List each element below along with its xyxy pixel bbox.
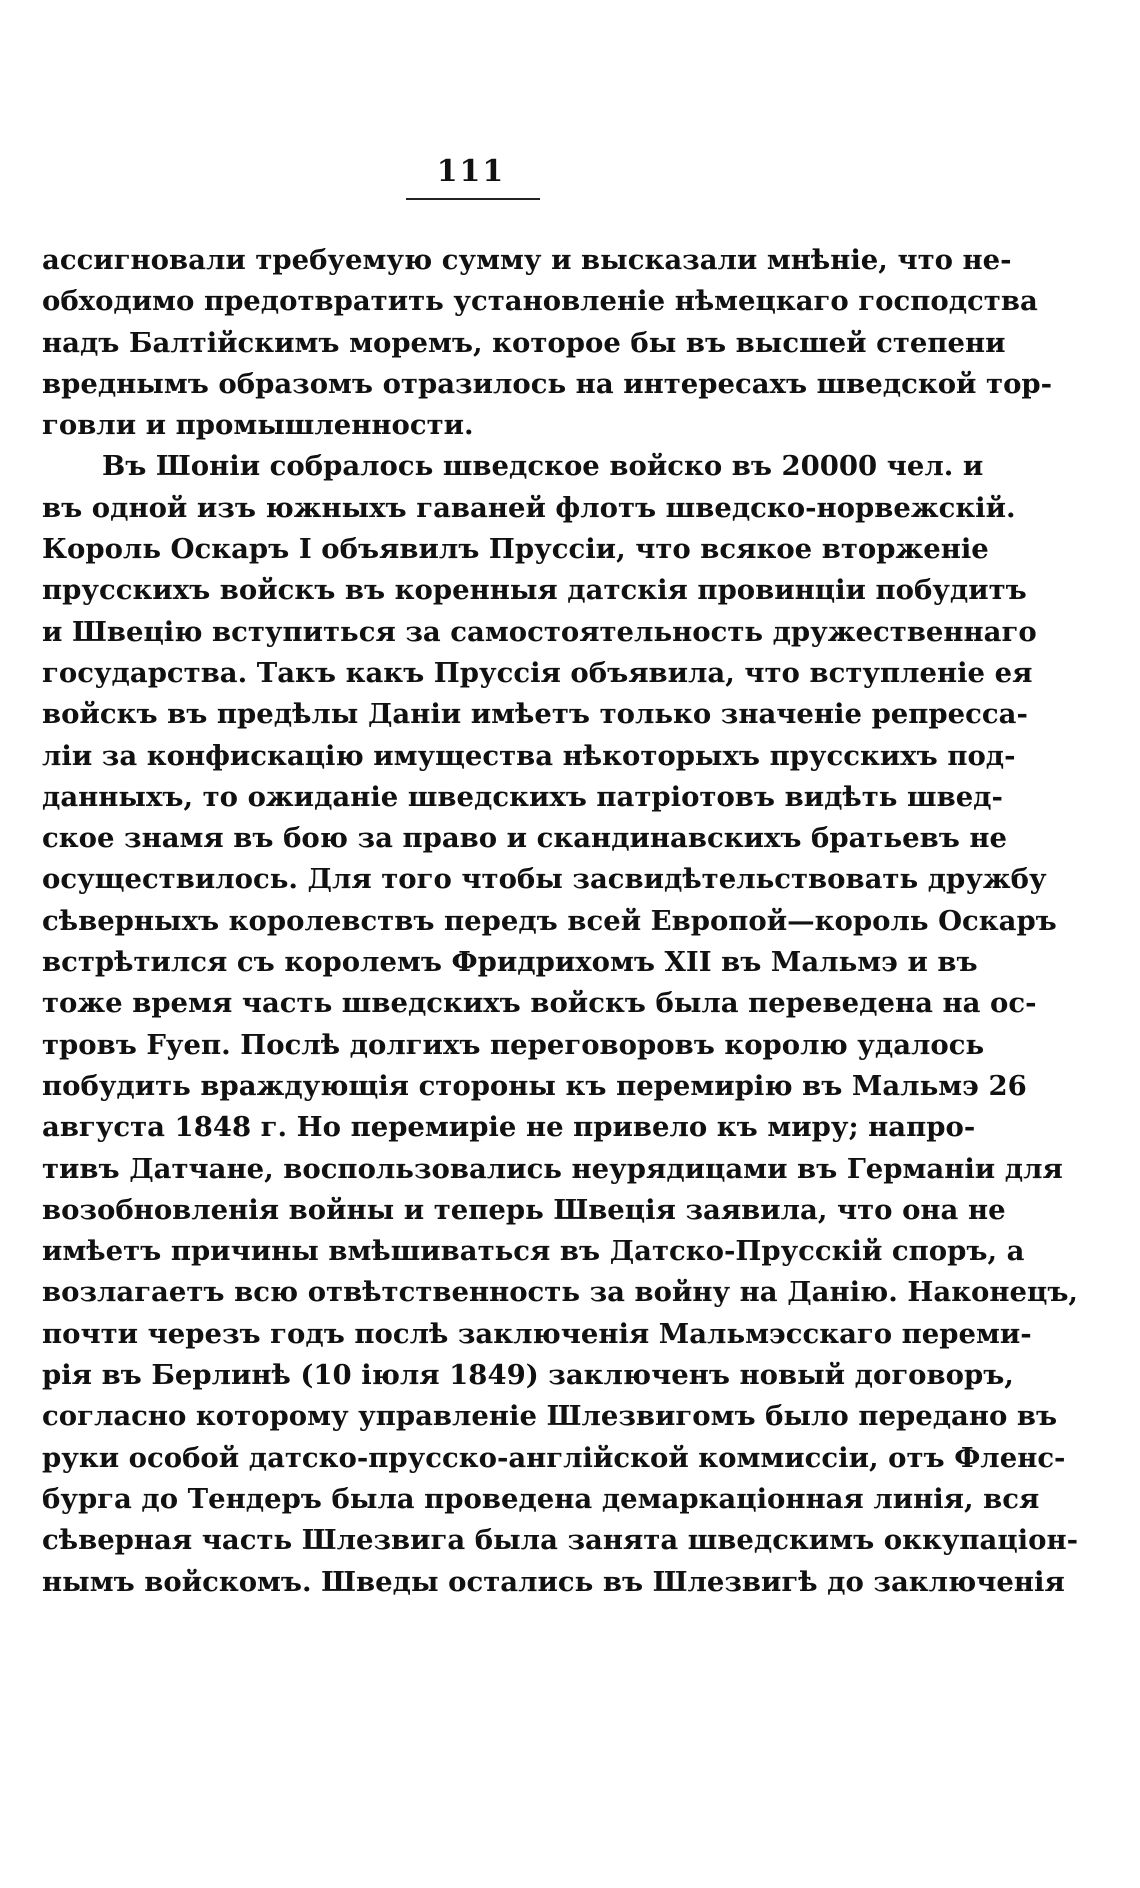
- text-line: рія въ Берлинѣ (10 іюля 1849) заключенъ новый договоръ,: [42, 1359, 1014, 1392]
- page-number: 111: [436, 154, 506, 189]
- text-line: тровъ Fуеп. Послѣ долгихъ переговоровъ королю удалось: [42, 1028, 985, 1061]
- text-line: данныхъ, то ожиданіе шведскихъ патріотовъ видѣть швед-: [42, 780, 1003, 813]
- page-number-rule: [406, 198, 540, 200]
- text-line: вреднымъ образомъ отразилось на интересахъ шведской тор-: [42, 367, 1053, 400]
- body-text: [42, 240, 1079, 1603]
- text-line: въ одной изъ южныхъ гаваней флотъ шведско-норвежскій.: [42, 491, 1016, 524]
- text-line: обходимо предотвратить установленіе нѣмецкаго господства: [42, 285, 1038, 318]
- text-line: сѣверныхъ королевствъ передъ всей Европой—король Оскаръ: [42, 904, 1057, 937]
- text-line: надъ Балтійскимъ моремъ, которое бы въ высшей степени: [42, 326, 1006, 359]
- text-line: ассигновали требуемую сумму и высказали мнѣніе, что не-: [42, 244, 1012, 276]
- text-line: побудить враждующія стороны къ перемирію въ Мальмэ 26: [42, 1069, 1027, 1102]
- text-line: бурга до Тендеръ была проведена демаркаціонная линія, вся: [42, 1482, 1040, 1515]
- text-line: тивъ Датчане, воспользовались неурядицами въ Германіи для: [42, 1152, 1063, 1185]
- text-line: осуществилось. Для того чтобы засвидѣтельствовать дружбу: [42, 863, 1047, 896]
- text-line: тоже время часть шведскихъ войскъ была переведена на ос-: [42, 987, 1037, 1020]
- text-line: руки особой датско-прусско-англійской коммиссіи, отъ Фленс-: [42, 1441, 1066, 1474]
- text-line: августа 1848 г. Но перемиріе не привело къ миру; напро-: [42, 1111, 976, 1144]
- text-line: ское знамя въ бою за право и скандинавскихъ братьевъ не: [42, 822, 1008, 855]
- text-line: Король Оскаръ I объявилъ Пруссіи, что всякое вторженіе: [42, 533, 989, 566]
- text-line: ліи за конфискацію имущества нѣкоторыхъ прусскихъ под-: [42, 739, 1016, 772]
- text-line: Въ Шоніи собралось шведское войско въ 20000 чел. и: [102, 450, 984, 483]
- text-line: государства. Такъ какъ Пруссія объявила, что вступленіе ея: [42, 656, 1033, 689]
- text-line: возлагаетъ всю отвѣтственность за войну на Данію. Наконецъ,: [42, 1276, 1079, 1309]
- text-line: войскъ въ предѣлы Даніи имѣетъ только значеніе репресса-: [42, 698, 1028, 731]
- text-line: имѣетъ причины вмѣшиваться въ Датско-Прусскій споръ, а: [42, 1235, 1025, 1268]
- text-line: возобновленія войны и теперь Швеція заявила, что она не: [42, 1193, 1006, 1226]
- text-line: нымъ войскомъ. Шведы остались въ Шлезвигѣ до заключенія: [42, 1565, 1065, 1598]
- text-line: сѣверная часть Шлезвига была занята шведскимъ оккупаціон-: [42, 1524, 1079, 1557]
- text-line: почти черезъ годъ послѣ заключенія Мальмэсскаго переми-: [42, 1317, 1032, 1350]
- text-line: согласно которому управленіе Шлезвигомъ было передано въ: [42, 1400, 1058, 1433]
- text-line: прусскихъ войскъ въ коренныя датскія провинціи побудитъ: [42, 574, 1027, 607]
- text-line: встрѣтился съ королемъ Фридрихомъ XII въ Мальмэ и въ: [42, 946, 978, 979]
- text-line: и Швецію вступиться за самостоятельность дружественнаго: [42, 615, 1037, 648]
- text-line: говли и промышленности.: [42, 409, 474, 442]
